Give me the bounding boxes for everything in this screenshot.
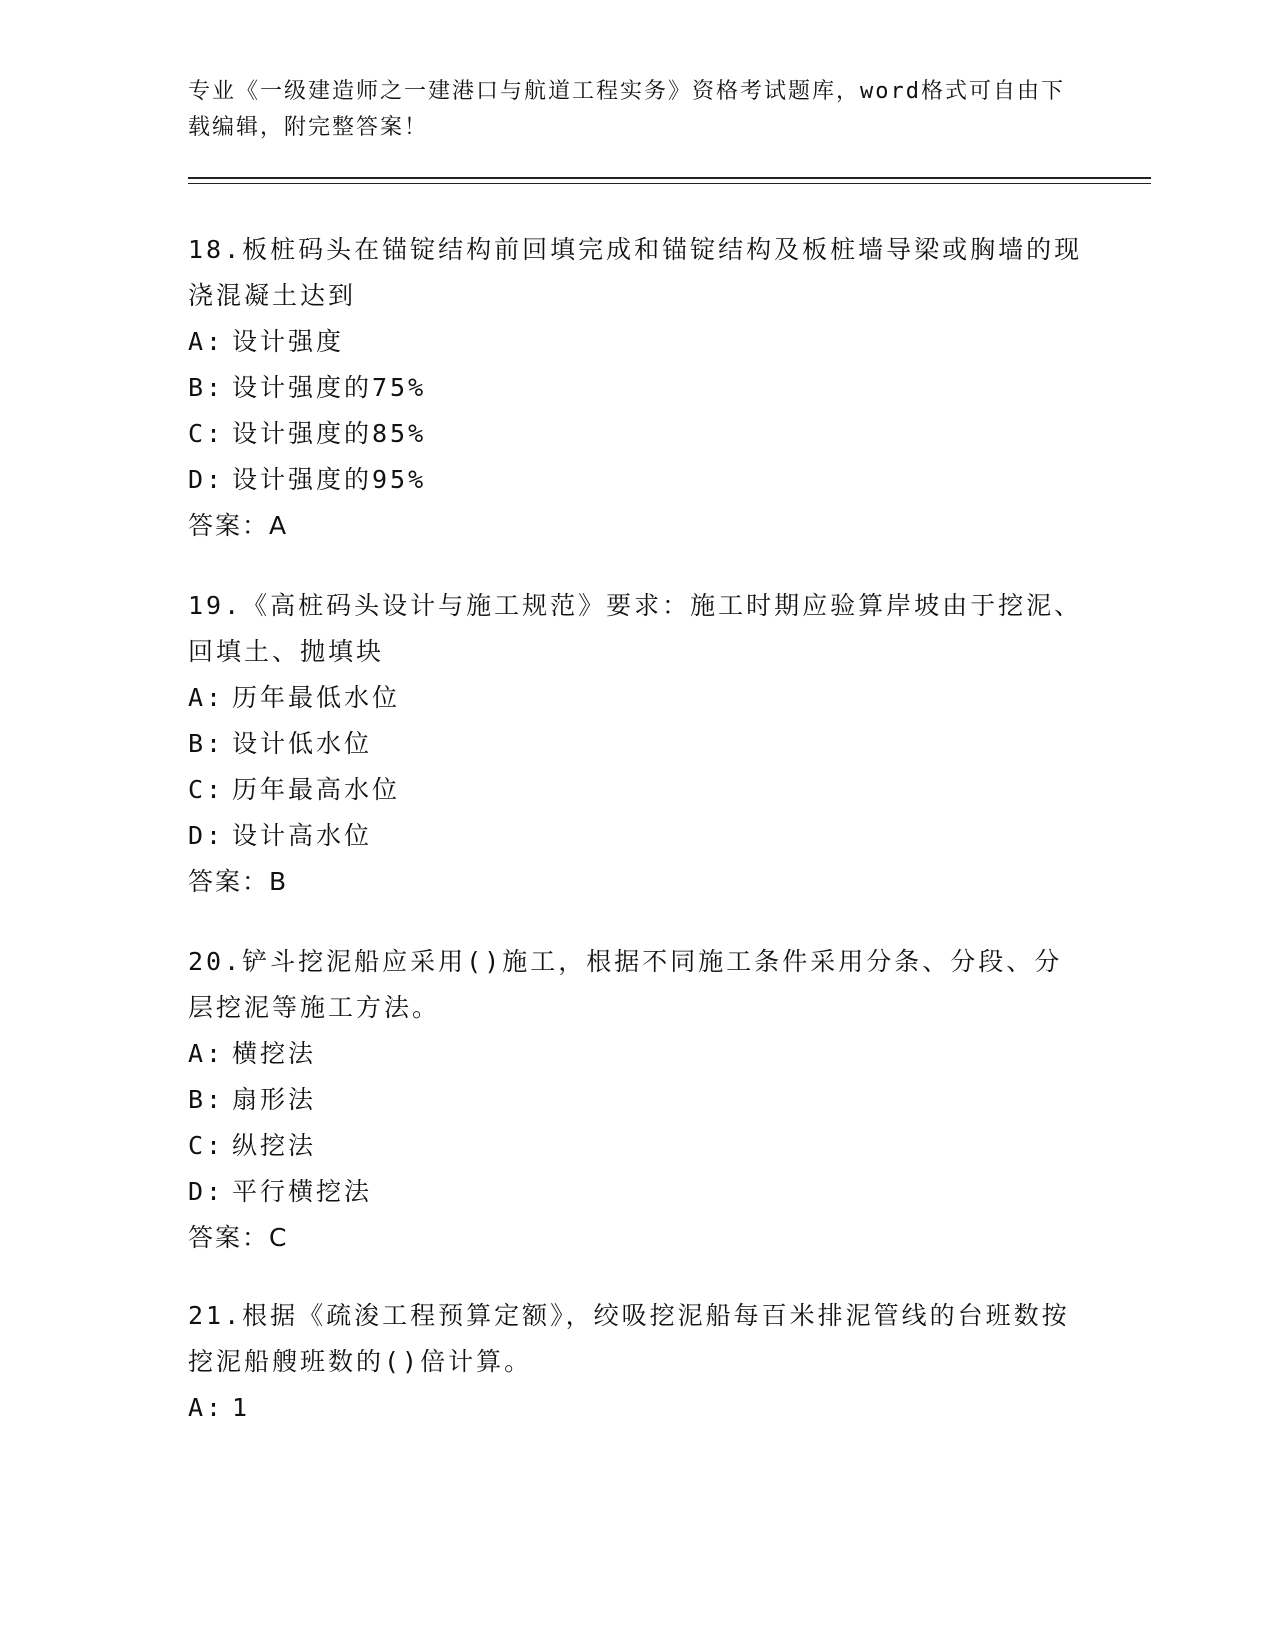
option-letter: B: [188,373,225,402]
question-text: 20.铲斗挖泥船应采用()施工，根据不同施工条件采用分条、分段、分层挖泥等施工方法。 [188,947,1063,1022]
header-divider-thin [188,183,1151,184]
option-letter: A: [188,327,225,356]
option-text: 历年最高水位 [232,775,401,804]
option-c [188,767,1088,813]
option-c [188,1123,1088,1169]
option-text: 1 [232,1393,251,1422]
answer-line: 答案：B [188,867,289,896]
option-text: 设计强度的85% [232,419,427,448]
option-letter: C: [188,419,225,448]
option-c [188,411,1088,457]
question-19 [188,583,1088,905]
option-b [188,365,1088,411]
question-text: 19.《高桩码头设计与施工规范》要求：施工时期应验算岸坡由于挖泥、回填土、抛填块 [188,591,1083,666]
option-text: 设计强度的75% [232,373,427,402]
option-a [188,319,1088,365]
option-letter: D: [188,465,225,494]
option-letter: D: [188,1177,225,1206]
option-a [188,675,1088,721]
option-a [188,1031,1088,1077]
option-text: 横挖法 [232,1039,317,1068]
option-letter: C: [188,775,225,804]
answer-line: 答案：C [188,1223,289,1252]
option-a [188,1385,1088,1431]
option-text: 历年最低水位 [232,683,401,712]
option-text: 平行横挖法 [232,1177,373,1206]
option-d [188,457,1088,503]
option-letter: C: [188,1131,225,1160]
option-d [188,813,1088,859]
document-header: 专业《一级建造师之一建港口与航道工程实务》资格考试题库，word格式可自由下载编辑，附完整答案！ [188,79,1065,140]
option-text: 设计低水位 [232,729,373,758]
question-text: 18.板桩码头在锚锭结构前回填完成和锚锭结构及板桩墙导梁或胸墙的现浇混凝土达到 [188,235,1083,310]
option-text: 设计强度的95% [232,465,427,494]
option-b [188,721,1088,767]
option-text: 设计强度 [232,327,345,356]
option-letter: B: [188,729,225,758]
question-text: 21.根据《疏浚工程预算定额》，绞吸挖泥船每百米排泥管线的台班数按挖泥船艘班数的()倍计算。 [188,1301,1070,1376]
option-b [188,1077,1088,1123]
question-21 [188,1293,1088,1431]
header-divider-thick [188,177,1151,179]
option-text: 设计高水位 [232,821,373,850]
option-letter: B: [188,1085,225,1114]
option-letter: A: [188,1039,225,1068]
answer-line: 答案：A [188,511,289,540]
option-text: 扇形法 [232,1085,317,1114]
option-letter: A: [188,683,225,712]
option-letter: A: [188,1393,225,1422]
question-20 [188,939,1088,1261]
option-text: 纵挖法 [232,1131,317,1160]
option-d [188,1169,1088,1215]
question-18 [188,227,1088,549]
option-letter: D: [188,821,225,850]
